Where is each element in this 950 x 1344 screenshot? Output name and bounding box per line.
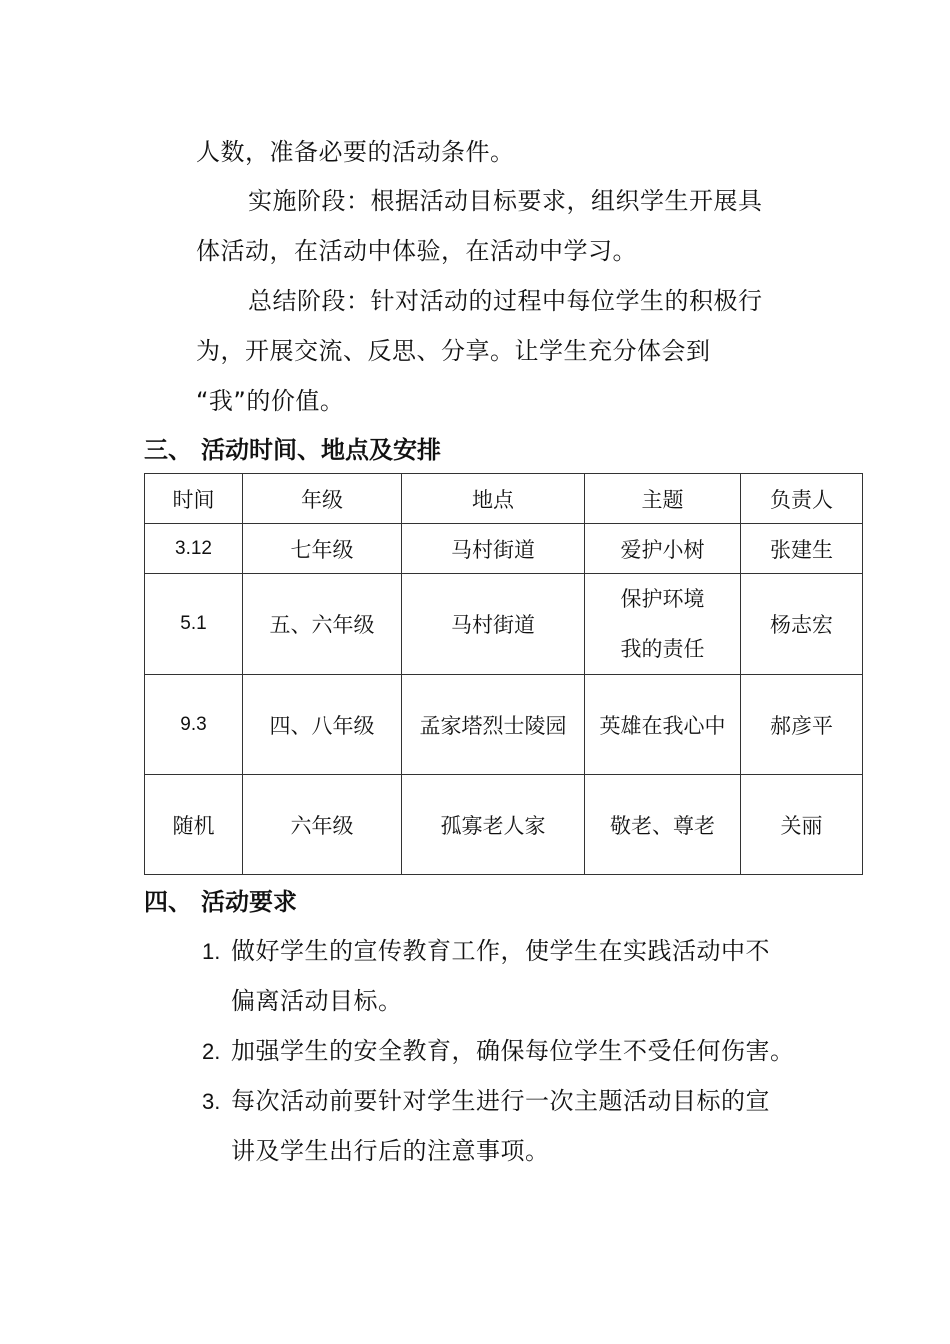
requirement-1-number: 1. bbox=[202, 939, 221, 964]
table-row bbox=[145, 524, 863, 574]
section-3-number: 三、 bbox=[144, 436, 192, 464]
table-row bbox=[145, 574, 863, 675]
intro-line-4: 总结阶段：针对活动的过程中每位学生的积极行 bbox=[248, 287, 763, 315]
requirement-2-line-1: 加强学生的安全教育，确保每位学生不受任何伤害。 bbox=[231, 1037, 795, 1065]
cell-place: 马村街道 bbox=[402, 524, 585, 574]
intro-line-6: “我”的价值。 bbox=[196, 387, 345, 415]
intro-line-2: 实施阶段：根据活动目标要求，组织学生开展具 bbox=[248, 187, 763, 215]
cell-time: 9.3 bbox=[145, 675, 243, 775]
requirement-3-line-1: 每次活动前要针对学生进行一次主题活动目标的宣 bbox=[231, 1087, 770, 1115]
cell-place: 孤寡老人家 bbox=[402, 775, 585, 875]
header-theme: 主题 bbox=[585, 474, 741, 524]
cell-grade: 四、八年级 bbox=[243, 675, 402, 775]
section-4-number: 四、 bbox=[144, 888, 192, 916]
cell-time: 5.1 bbox=[145, 574, 243, 675]
cell-theme: 英雄在我心中 bbox=[585, 675, 741, 775]
cell-theme-line-2: 我的责任 bbox=[620, 637, 705, 661]
requirement-2-number: 2. bbox=[202, 1039, 221, 1064]
section-3-title: 活动时间、地点及安排 bbox=[201, 436, 441, 464]
cell-theme-line-1: 保护环境 bbox=[620, 587, 705, 611]
cell-owner: 杨志宏 bbox=[741, 574, 863, 675]
cell-time: 3.12 bbox=[145, 524, 243, 574]
cell-theme: 敬老、尊老 bbox=[585, 775, 741, 875]
cell-grade: 五、六年级 bbox=[243, 574, 402, 675]
section-4-heading bbox=[144, 886, 297, 918]
cell-time: 随机 bbox=[145, 775, 243, 875]
cell-grade: 六年级 bbox=[243, 775, 402, 875]
cell-place: 马村街道 bbox=[402, 574, 585, 675]
requirement-1-line-2: 偏离活动目标。 bbox=[231, 987, 403, 1015]
intro-line-3: 体活动，在活动中体验，在活动中学习。 bbox=[196, 237, 637, 265]
intro-line-1: 人数，准备必要的活动条件。 bbox=[196, 138, 515, 166]
cell-owner: 关丽 bbox=[741, 775, 863, 875]
section-3-heading bbox=[144, 434, 441, 466]
cell-owner: 郝彦平 bbox=[741, 675, 863, 775]
header-place: 地点 bbox=[402, 474, 585, 524]
cell-grade: 七年级 bbox=[243, 524, 402, 574]
intro-line-5: 为，开展交流、反思、分享。让学生充分体会到 bbox=[196, 337, 711, 365]
cell-place: 孟家塔烈士陵园 bbox=[402, 675, 585, 775]
header-owner: 负责人 bbox=[741, 474, 863, 524]
schedule-table bbox=[144, 473, 863, 875]
requirement-3-line-2: 讲及学生出行后的注意事项。 bbox=[231, 1137, 550, 1165]
table-header-row bbox=[145, 474, 863, 524]
cell-theme: 爱护小树 bbox=[585, 524, 741, 574]
section-4-title: 活动要求 bbox=[201, 888, 297, 916]
header-grade: 年级 bbox=[243, 474, 402, 524]
cell-owner: 张建生 bbox=[741, 524, 863, 574]
table-row bbox=[145, 675, 863, 775]
cell-theme bbox=[585, 574, 741, 675]
header-time: 时间 bbox=[145, 474, 243, 524]
requirement-1-line-1: 做好学生的宣传教育工作，使学生在实践活动中不 bbox=[231, 937, 770, 965]
requirement-3-number: 3. bbox=[202, 1089, 221, 1114]
table-row bbox=[145, 775, 863, 875]
